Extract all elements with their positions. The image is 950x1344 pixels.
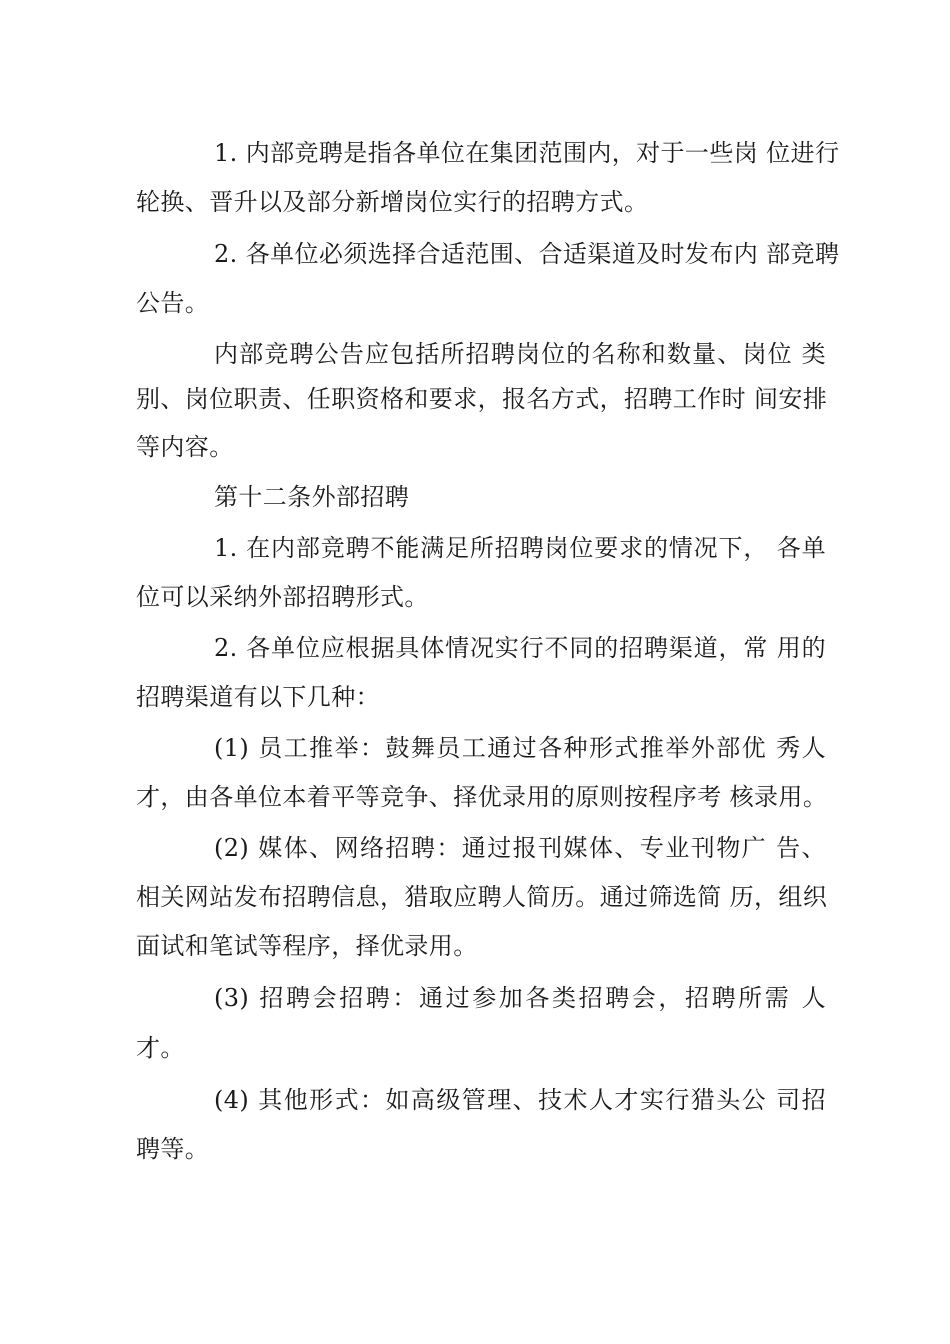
list-item-line: 相关网站发布招聘信息，猎取应聘人简历。通过筛选简 历，组织 [136,883,828,911]
list-item-line: 聘等。 [136,1135,210,1163]
section-heading: 第十二条外部招聘 [214,483,410,511]
paragraph-line: 内部竞聘公告应包括所招聘岗位的名称和数量、岗位 类 [214,340,826,368]
list-item-line: 才。 [136,1034,185,1062]
paragraph-line: 1. 在内部竞聘不能满足所招聘岗位要求的情况下， 各单 [214,534,826,562]
paragraph-line: 别、岗位职责、任职资格和要求，报名方式，招聘工作时 间安排 [136,385,828,413]
list-item-line: (1) 员工推举：鼓舞员工通过各种形式推举外部优 秀人 [214,734,826,762]
paragraph-line: 公告。 [136,289,210,317]
paragraph-line: 位可以采纳外部招聘形式。 [136,583,429,611]
list-item-line: 面试和笔试等程序，择优录用。 [136,932,478,960]
paragraph-line: 等内容。 [136,433,234,461]
list-item-line: (4) 其他形式：如高级管理、技术人才实行猎头公 司招 [214,1086,826,1114]
list-item-line: (3) 招聘会招聘：通过参加各类招聘会，招聘所需 人 [214,984,826,1012]
paragraph-line: 2. 各单位应根据具体情况实行不同的招聘渠道，常 用的 [214,634,826,662]
paragraph-line: 招聘渠道有以下几种： [136,683,380,711]
paragraph-line: 1. 内部竞聘是指各单位在集团范围内，对于一些岗 位进行 [214,139,840,167]
list-item-line: (2) 媒体、网络招聘：通过报刊媒体、专业刊物广 告、 [214,834,826,862]
paragraph-line: 2. 各单位必须选择合适范围、合适渠道及时发布内 部竞聘 [214,240,840,268]
paragraph-line: 轮换、晋升以及部分新增岗位实行的招聘方式。 [136,188,649,216]
list-item-line: 才，由各单位本着平等竞争、择优录用的原则按程序考 核录用。 [136,783,828,811]
